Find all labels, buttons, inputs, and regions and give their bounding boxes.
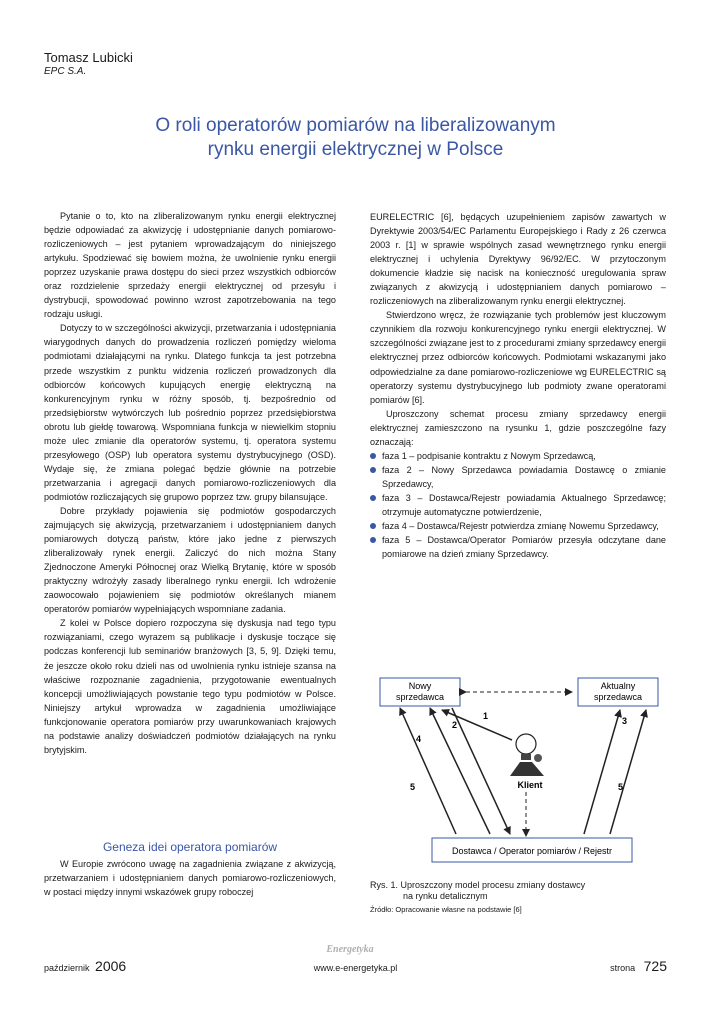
phase-text: faza 1 – podpisanie kontraktu z Nowym Sprzedawcą,: [382, 450, 596, 461]
title-line-2: rynku energii elektrycznej w Polsce: [207, 139, 504, 160]
energetyka-logo: [322, 940, 378, 956]
author-company: EPC S.A.: [44, 66, 87, 77]
footer-website[interactable]: www.e-energetyka.pl: [313, 963, 398, 973]
footer-month: październik: [44, 963, 90, 973]
list-item: [370, 449, 666, 463]
footer-page-number: 725: [643, 958, 667, 974]
section-heading: Geneza idei operatora pomiarów: [102, 840, 278, 854]
author-name: Tomasz Lubicki: [44, 50, 133, 65]
phase-1-label: 1: [483, 711, 489, 721]
list-item: [370, 491, 666, 519]
list-item: [370, 463, 666, 491]
phase-text: faza 3 – Dostawca/Rejestr powiadamia Aktualnego Sprzedawcę; otrzymuje automatyczne potwierdzenie,: [382, 492, 666, 517]
list-item: [370, 519, 666, 533]
client-label: Klient: [517, 780, 543, 790]
phase-3-arrow: [584, 710, 620, 834]
paragraph: Dobre przykłady pojawienia się podmiotów gospodarczych zajmujących się akwizycją, przetwarzaniem i udostępnianiem danych pomiarowych dotyczą państw, które jako jedne z pierwszych zliberalizowały rynek energii. Zaliczyć do nich można Stany Zjednoczone Ameryki Północnej oraz Wielką Brytanię, które w sposób praktyczny wdrożyły zasady liberalnego rynku energii. Ich wdrożenie zaowocowało pojawieniem się podmiotów określanych mianem operatorów pomiarów wypełniających wspomniane zadania.: [44, 505, 336, 615]
paragraph: Stwierdzono wręcz, że rozwiązanie tych problemów jest kluczowym czynnikiem dla rozwoju konkurencyjnego rynku energii elektrycznej. W szczególności związane jest to z procedurami zmiany sprzedawcy energii elektrycznej przez odbiorców końcowych. Podmiotami wskazanymi jako odpowiedzialne za dane pomiarowo-rozliczeniowe wg EURELECTRIC są operatorzy systemu dystrybucyjnego lub podmioty zwane operatorami pomiarów [6].: [370, 310, 666, 405]
right-column: [370, 210, 666, 561]
phase-text: faza 4 – Dostawca/Rejestr potwierdza zmianę Nowemu Sprzedawcy,: [382, 521, 659, 532]
paragraph: Dotyczy to w szczególności akwizycji, przetwarzania i udostępniania wiarygodnych danych do prowadzenia rozliczeń pomiędzy wieloma podmiotami działającymi na rynku. Dlatego funkcja ta jest potrzebna przede wszystkim z punktu widzenia rozliczeń prowadzonych dla odbiorców końcowych kupujących energię elektryczną na konkurencyjnym rynku w różny sposób, tj. bezpośrednio od przedsiębiorstw wytwórczych lub pośrednio poprzez przedsiębiorstwa obrotu lub giełdę towarową. Wspomniana funkcja w niewielkim stopniu może ulec zmianie dla operatorów systemu, tj. operatora systemu przesyłowego (OSP) lub operatora systemu dystrybucyjnego (OSD). Wydaje się, że zmiana polegać będzie głównie na potrzebie przetwarzania i agregacji danych pomiarowo-rozliczeniowych dla podmiotów rozliczających się grupowo poprzez tzw. grupy bilansujące.: [44, 323, 336, 502]
phase-5-left-label: 5: [410, 782, 416, 792]
bullet-icon: [370, 537, 376, 543]
title-line-1: O roli operatorów pomiarów na liberalizowanym: [155, 115, 556, 136]
figure-caption: [370, 880, 585, 902]
footer-page-label: strona: [610, 963, 636, 973]
list-item: [370, 533, 666, 561]
footer-year: 2006: [95, 958, 127, 974]
phase-2-label: 2: [452, 720, 458, 730]
supplier-label: Dostawca / Operator pomiarów / Rejestr: [451, 846, 613, 856]
paragraph: W Europie zwrócono uwagę na zagadnienia związane z akwizycją, przetwarzaniem i udostępnianiem danych pomiarowo-rozliczeniowych, w postaci między innymi wskazówek grupy roboczej: [44, 859, 336, 898]
footer-page: [610, 958, 667, 974]
new-seller-label-2: sprzedawca: [395, 692, 445, 702]
current-seller-label-1: Aktualny: [600, 681, 636, 691]
bullet-icon: [370, 467, 376, 473]
phase-5-right-label: 5: [618, 782, 624, 792]
left-column: [44, 209, 336, 757]
client-bulb-icon: [510, 734, 544, 776]
phase-3-label: 3: [622, 716, 628, 726]
phase-text: faza 5 – Dostawca/Operator Pomiarów przesyła odczytane dane pomiarowe na dzień zmiany Sprzedawcy.: [382, 535, 666, 560]
article-title: [60, 114, 651, 162]
left-column-lower: [44, 857, 336, 899]
figure-source: Źródło: Opracowanie własne na podstawie [6]: [370, 905, 522, 914]
phase-4-label: 4: [416, 734, 422, 744]
new-seller-label-1: Nowy: [408, 681, 432, 691]
paragraph: Uproszczony schemat procesu zmiany sprzedawcy energii elektrycznej zamieszczono na rysunku 1, gdzie poszczególne fazy oznaczają:: [370, 408, 666, 447]
process-diagram: [370, 672, 670, 872]
current-seller-label-2: sprzedawca: [593, 692, 643, 702]
bullet-icon: [370, 523, 376, 529]
paragraph: Z kolei w Polsce dopiero rozpoczyna się dyskusja nad tego typu rozwiązaniami, czego wyrazem są publikacje i dyskusje toczące się podczas konferencji lub seminariów branżowych [3, 5, 9]. Dzięki temu, że jeszcze około roku dzieli nas od uwolnienia rynku istnieje szansa na właściwe rozpoznanie zagadnienia, przygotowanie ewentualnych koncepcji umożliwiających powstanie tego typu podmiotów w Polsce. Niniejszy artykuł wprowadza w zagadnienia umożliwiające funkcjonowanie operatora pomiarów przy uwarunkowaniach krajowych na podstawie analizy doświadczeń podmiotów działających na rynku brytyjskim.: [44, 618, 336, 755]
bullet-icon: [370, 453, 376, 459]
paragraph: EURELECTRIC [6], będących uzupełnieniem zapisów zawartych w Dyrektywie 2003/54/EC Parlamentu Europejskiego i Rady z 26 czerwca 2003 r. [1] w sprawie wspólnych zasad wewnętrznego rynku energii elektrycznej i uchylenia Dyrektywy 96/92/EC. W przytoczonym dokumencie kładzie się nacisk na konieczność uregulowania spraw związanych z akwizycją i udostępnianiem danych pomiarowo – rozliczeniowych na zliberalizowanym rynku energii elektrycznej.: [370, 212, 666, 307]
caption-line-2: na rynku detalicznym: [403, 891, 488, 901]
paragraph: Pytanie o to, kto na zliberalizowanym rynku energii elektrycznej będzie odpowiadać za akwizycję i udostępnianie danych pomiarowo-rozliczeniowych – jest pytaniem wprowadzającym do niniejszego artykułu. Spodziewać się bowiem można, że uwolnienie rynku energii poprzez uzyskanie prawa dostępu do sieci przez wszystkich odbiorców oraz rozdzielenie sprzedaży energii elektrycznej od przesyłu i dystrybucji, spowodować powinno wzrost zapotrzebowania na tego rodzaju usługi.: [44, 211, 336, 320]
phase-list: [370, 449, 666, 561]
caption-line-1: Rys. 1. Uproszczony model procesu zmiany dostawcy: [370, 880, 586, 890]
phase-text: faza 2 – Nowy Sprzedawca powiadamia Dostawcę o zmianie Sprzedawcy,: [382, 464, 666, 489]
bullet-icon: [370, 495, 376, 501]
logo-text: Energetyka: [326, 944, 374, 955]
phase-5-left-arrow: [400, 708, 456, 834]
phase-5-right-arrow: [610, 710, 646, 834]
